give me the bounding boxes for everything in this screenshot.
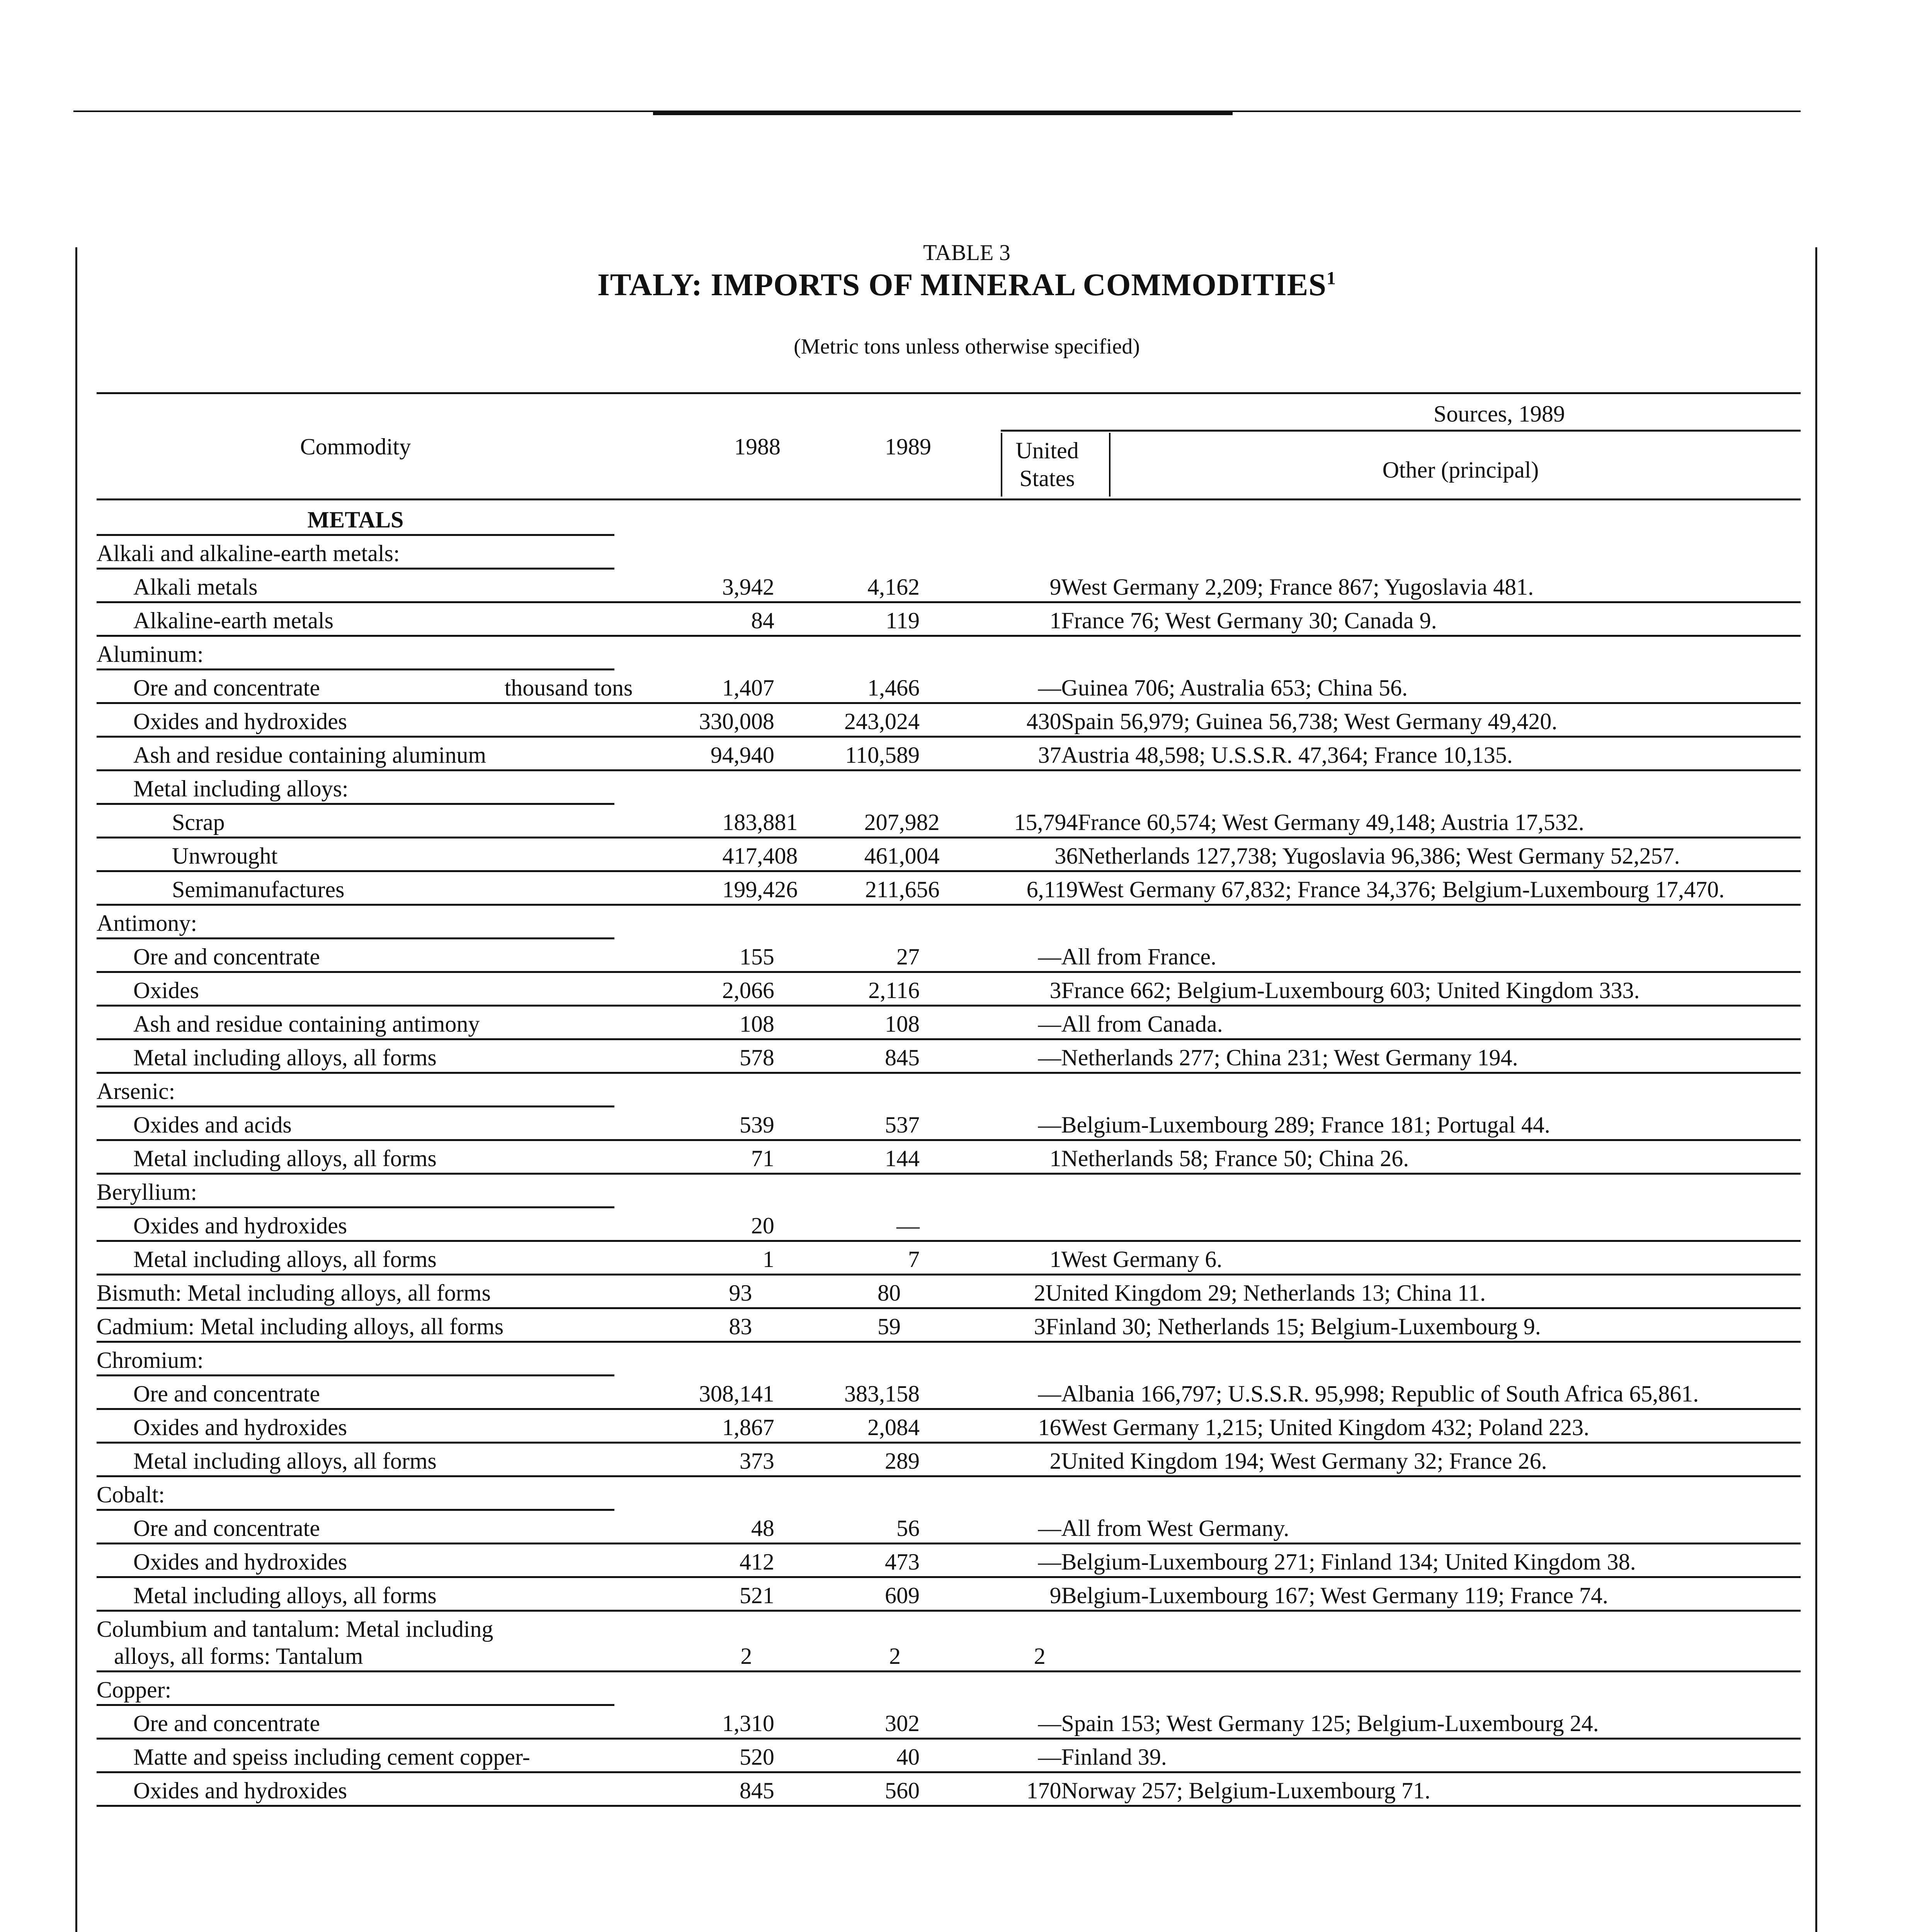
commodity-name: Beryllium: — [97, 1179, 197, 1205]
value-1989: 560 — [884, 1778, 920, 1803]
value-united-states: 15,794 — [1014, 810, 1078, 835]
value-1988: 417,408 — [722, 843, 798, 869]
value-1989: 119 — [886, 608, 920, 633]
value-1989: 27 — [896, 944, 920, 969]
other-sources: France 662; Belgium-Luxembourg 603; United Kingdom 333. — [1061, 978, 1640, 1003]
value-1989: 845 — [884, 1045, 920, 1070]
value-united-states: 37 — [1038, 742, 1061, 768]
right-margin-line — [1815, 247, 1817, 1932]
value-united-states: — — [1038, 1112, 1061, 1138]
other-sources: Finland 39. — [1061, 1744, 1167, 1770]
value-united-states: 170 — [1026, 1778, 1061, 1803]
commodity-name: Alkaline-earth metals — [133, 608, 334, 633]
other-sources: Netherlands 277; China 231; West Germany 194. — [1061, 1045, 1518, 1070]
table-row — [97, 1376, 1801, 1410]
commodity-name: Oxides and hydroxides — [133, 709, 347, 734]
value-1988: 308,141 — [699, 1381, 774, 1406]
commodity-cell — [97, 1078, 614, 1105]
header-sources-rule — [1001, 430, 1801, 432]
value-1988: 1,867 — [722, 1415, 774, 1440]
commodity-name: Aluminum: — [97, 641, 204, 667]
value-1989: 2 — [889, 1643, 901, 1669]
other-sources: Belgium-Luxembourg 271; Finland 134; United Kingdom 38. — [1061, 1549, 1636, 1575]
commodity-cell — [97, 1743, 633, 1770]
commodity-cell — [97, 1010, 633, 1037]
commodity-name: Chromium: — [97, 1347, 204, 1373]
commodity-name: Metal including alloys, all forms — [133, 1045, 437, 1070]
commodity-cell — [97, 1212, 633, 1239]
table-row — [97, 637, 614, 670]
commodity-cell — [97, 1044, 633, 1071]
commodity-cell — [97, 540, 614, 567]
value-1988: 183,881 — [722, 810, 798, 835]
value-1988: 2,066 — [722, 978, 774, 1003]
unit-label: thousand tons — [504, 675, 633, 701]
header-commodity: Commodity — [300, 434, 411, 459]
table-row — [97, 570, 1801, 603]
commodity-cell — [97, 1414, 633, 1441]
value-1989: 609 — [884, 1583, 920, 1608]
commodity-cell — [97, 775, 614, 802]
other-sources: Guinea 706; Australia 653; China 56. — [1061, 675, 1408, 701]
table-row — [97, 502, 614, 536]
commodity-name: Oxides and hydroxides — [133, 1549, 347, 1575]
commodity-name: Oxides and hydroxides — [133, 1213, 347, 1238]
value-1988: 71 — [751, 1146, 774, 1171]
value-united-states: 1 — [1049, 1146, 1061, 1171]
commodity-cell — [97, 708, 633, 735]
value-1988: 520 — [739, 1744, 774, 1770]
commodity-name: Oxides and hydroxides — [133, 1778, 347, 1803]
commodity-cell — [97, 1347, 614, 1374]
table-row — [97, 1276, 1801, 1309]
value-united-states: — — [1038, 675, 1061, 701]
other-sources: All from France. — [1061, 944, 1217, 969]
commodity-name: Copper: — [97, 1677, 172, 1702]
commodity-name: Oxides and acids — [133, 1112, 292, 1138]
other-sources: West Germany 6. — [1061, 1247, 1223, 1272]
commodity-name: Metal including alloys, all forms — [133, 1448, 437, 1474]
other-sources: Finland 30; Netherlands 15; Belgium-Luxembourg 9. — [1045, 1314, 1541, 1339]
table-number: TABLE 3 — [923, 240, 1010, 265]
top-rule-thick — [653, 111, 1233, 115]
commodity-name: Matte and speiss including cement copper- — [133, 1744, 530, 1770]
value-1988: 84 — [751, 608, 774, 633]
value-1989: 302 — [884, 1711, 920, 1736]
other-sources: Albania 166,797; U.S.S.R. 95,998; Republic of South Africa 65,861. — [1061, 1381, 1699, 1406]
value-1989: 80 — [877, 1280, 901, 1306]
value-1988: 1,407 — [722, 675, 774, 701]
commodity-name: Metal including alloys: — [133, 776, 349, 801]
table-row — [97, 872, 1801, 906]
table-row — [97, 1208, 1801, 1242]
value-1988: 108 — [739, 1011, 774, 1037]
commodity-cell — [97, 1582, 633, 1609]
value-1988: 845 — [739, 1778, 774, 1803]
value-1988: 539 — [739, 1112, 774, 1138]
header-1989: 1989 — [885, 434, 931, 459]
value-united-states: — — [1038, 1045, 1061, 1070]
commodity-name: Bismuth: Metal including alloys, all forms — [97, 1280, 491, 1306]
table-row — [97, 1040, 1801, 1074]
value-united-states: — — [1038, 1549, 1061, 1575]
value-1988: 1,310 — [722, 1711, 774, 1736]
commodity-name: Metal including alloys, all forms — [133, 1146, 437, 1171]
header-other: Other (principal) — [1382, 457, 1539, 483]
other-sources: France 76; West Germany 30; Canada 9. — [1061, 608, 1437, 633]
commodity-cell — [97, 674, 633, 701]
table-row — [97, 1477, 614, 1511]
commodity-name: Ash and residue containing aluminum — [133, 742, 486, 768]
value-united-states: — — [1038, 1744, 1061, 1770]
commodity-name: Metal including alloys, all forms — [133, 1583, 437, 1608]
other-sources: Belgium-Luxembourg 289; France 181; Portugal 44. — [1061, 1112, 1550, 1138]
commodity-cell — [97, 1777, 633, 1804]
header-top-rule — [97, 392, 1801, 394]
commodity-name: Scrap — [172, 810, 225, 835]
value-1989: 289 — [884, 1448, 920, 1474]
other-sources: Belgium-Luxembourg 167; West Germany 119; France 74. — [1061, 1583, 1608, 1608]
table-row — [97, 1706, 1801, 1740]
value-1989: 40 — [896, 1744, 920, 1770]
commodity-cell — [97, 1447, 633, 1475]
table-row — [97, 838, 1801, 872]
commodity-name: Cadmium: Metal including alloys, all forms — [97, 1314, 504, 1339]
value-1988: 373 — [739, 1448, 774, 1474]
value-united-states — [920, 1212, 1061, 1239]
table-row — [97, 1544, 1801, 1578]
table-row — [97, 1309, 1801, 1343]
table-row — [97, 906, 614, 939]
other-sources: United Kingdom 194; West Germany 32; France 26. — [1061, 1448, 1547, 1474]
value-1989: 211,656 — [865, 877, 940, 902]
header-us-divider — [1001, 433, 1002, 497]
table-row — [97, 1175, 614, 1208]
value-united-states: 430 — [1026, 709, 1061, 734]
commodity-cell — [97, 1279, 607, 1306]
other-sources: Spain 153; West Germany 125; Belgium-Luxembourg 24. — [1061, 1711, 1599, 1736]
commodity-cell — [97, 1179, 614, 1206]
value-1988: 521 — [739, 1583, 774, 1608]
title-footnote-marker: 1 — [1326, 268, 1336, 289]
other-sources: France 60,574; West Germany 49,148; Austria 17,532. — [1078, 810, 1584, 835]
value-1988: 2 — [740, 1643, 752, 1669]
table-subtitle: (Metric tons unless otherwise specified) — [794, 335, 1140, 359]
table-row — [97, 1612, 1801, 1672]
table-row — [97, 536, 614, 570]
commodity-cell — [97, 1145, 633, 1172]
value-1988: 94,940 — [710, 742, 774, 768]
commodity-cell — [97, 1481, 614, 1508]
table-row — [97, 704, 1801, 738]
commodity-name: Alkali metals — [133, 574, 258, 600]
value-united-states: 3 — [1049, 978, 1061, 1003]
other-sources: United Kingdom 29; Netherlands 13; China 11. — [1045, 1280, 1486, 1306]
value-1989: 2,116 — [868, 978, 920, 1003]
table-row — [97, 973, 1801, 1007]
commodity-name: Ore and concentrate — [133, 1515, 320, 1541]
table-row — [97, 670, 1801, 704]
table-row — [97, 738, 1801, 771]
commodity-cell — [97, 1676, 614, 1703]
value-united-states: 3 — [1034, 1314, 1046, 1339]
commodity-cell — [97, 842, 660, 869]
commodity-name: METALS — [307, 507, 404, 532]
table-row — [97, 1672, 614, 1706]
other-sources: Austria 48,598; U.S.S.R. 47,364; France 10,135. — [1061, 742, 1513, 768]
commodity-cell — [97, 607, 633, 634]
value-1989: 4,162 — [867, 574, 920, 600]
imports-table — [97, 502, 1801, 1807]
value-united-states: — — [1038, 1011, 1061, 1037]
value-united-states: 2 — [1034, 1643, 1046, 1669]
commodity-name: Cobalt: — [97, 1482, 165, 1507]
value-united-states: 36 — [1054, 843, 1078, 869]
value-1989: 383,158 — [844, 1381, 920, 1406]
table-row — [97, 1242, 1801, 1276]
table-row — [97, 1141, 1801, 1175]
commodity-name: Metal including alloys, all forms — [133, 1247, 437, 1272]
other-sources: Spain 56,979; Guinea 56,738; West Germany 49,420. — [1061, 709, 1558, 734]
commodity-name: Antimony: — [97, 910, 197, 936]
commodity-cell — [97, 1515, 633, 1542]
commodity-name: Ore and concentrate — [133, 944, 320, 969]
table-title-text: ITALY: IMPORTS OF MINERAL COMMODITIES — [597, 267, 1327, 302]
value-1988: 412 — [739, 1549, 774, 1575]
left-margin-line — [75, 247, 77, 1932]
commodity-cell — [97, 943, 633, 970]
other-sources: West Germany 1,215; United Kingdom 432; Poland 223. — [1061, 1415, 1590, 1440]
value-united-states: — — [1038, 1381, 1061, 1406]
value-1989: — — [896, 1213, 920, 1238]
table-title — [0, 267, 1932, 303]
other-sources: Netherlands 127,738; Yugoslavia 96,386; West Germany 52,257. — [1078, 843, 1680, 869]
table-row — [97, 939, 1801, 973]
other-sources — [1046, 1616, 1801, 1670]
header-bottom-rule — [97, 498, 1801, 500]
value-1989: 56 — [896, 1515, 920, 1541]
value-1988: 199,426 — [722, 877, 798, 902]
commodity-cell — [97, 977, 633, 1004]
table-row — [97, 1444, 1801, 1477]
commodity-name: Ore and concentrate — [133, 1381, 320, 1406]
table-row — [97, 1578, 1801, 1612]
value-1989: 59 — [877, 1314, 901, 1339]
commodity-cell — [97, 641, 614, 668]
table-row — [97, 1773, 1801, 1807]
value-1988: 330,008 — [699, 709, 774, 734]
value-1989: 2,084 — [867, 1415, 920, 1440]
commodity-name: Columbium and tantalum: Metal including — [97, 1616, 493, 1642]
value-united-states: — — [1038, 944, 1061, 969]
table-row — [97, 603, 1801, 637]
commodity-cell — [97, 1246, 633, 1273]
other-sources: West Germany 67,832; France 34,376; Belgium-Luxembourg 17,470. — [1078, 877, 1725, 902]
value-1989: 7 — [908, 1247, 920, 1272]
value-1989: 461,004 — [864, 843, 940, 869]
commodity-cell — [97, 742, 633, 769]
value-1989: 473 — [884, 1549, 920, 1575]
value-1989: 1,466 — [867, 675, 920, 701]
commodity-cell — [97, 876, 660, 903]
commodity-name: Arsenic: — [97, 1078, 175, 1104]
value-1988: 578 — [739, 1045, 774, 1070]
value-1989: 108 — [884, 1011, 920, 1037]
value-1989: 537 — [884, 1112, 920, 1138]
other-sources: All from West Germany. — [1061, 1515, 1289, 1541]
value-1988: 1 — [762, 1247, 774, 1272]
value-1988: 93 — [729, 1280, 752, 1306]
commodity-name: Alkali and alkaline-earth metals: — [97, 541, 400, 566]
table-row — [97, 1740, 1801, 1773]
table-row — [97, 771, 614, 805]
other-sources: Norway 257; Belgium-Luxembourg 71. — [1061, 1778, 1430, 1803]
commodity-cell — [97, 1380, 633, 1407]
value-united-states: — — [1038, 1515, 1061, 1541]
other-sources: All from Canada. — [1061, 1011, 1223, 1037]
value-united-states: 2 — [1034, 1280, 1046, 1306]
value-united-states: 1 — [1049, 1247, 1061, 1272]
other-sources: Netherlands 58; France 50; China 26. — [1061, 1146, 1409, 1171]
commodity-name: Semimanufactures — [172, 877, 345, 902]
value-1989: 110,589 — [845, 742, 920, 768]
other-sources — [1061, 1212, 1801, 1239]
value-1989: 243,024 — [844, 709, 920, 734]
commodity-name: Oxides — [133, 978, 199, 1003]
commodity-cell — [97, 506, 614, 533]
commodity-name-cont: alloys, all forms: Tantalum — [114, 1643, 363, 1669]
commodity-cell — [97, 910, 614, 937]
commodity-name: Oxides and hydroxides — [133, 1415, 347, 1440]
commodity-name: Ash and residue containing antimony — [133, 1011, 480, 1037]
table-row — [97, 1007, 1801, 1040]
commodity-cell — [97, 1710, 633, 1737]
value-1988: 83 — [729, 1314, 752, 1339]
value-1989: 144 — [884, 1146, 920, 1171]
value-united-states: 9 — [1049, 1583, 1061, 1608]
commodity-name: Ore and concentrate — [133, 675, 320, 701]
header-sources: Sources, 1989 — [1434, 401, 1565, 427]
value-united-states: 2 — [1049, 1448, 1061, 1474]
commodity-cell — [97, 1313, 607, 1340]
commodity-cell — [97, 809, 660, 836]
table-row — [97, 805, 1801, 838]
other-sources: West Germany 2,209; France 867; Yugoslavia 481. — [1061, 574, 1534, 600]
commodity-name: Unwrought — [172, 843, 278, 869]
table-row — [97, 1107, 1801, 1141]
table-row — [97, 1410, 1801, 1444]
table-row — [97, 1511, 1801, 1544]
value-1988: 20 — [751, 1213, 774, 1238]
commodity-cell — [97, 573, 633, 600]
header-united-states: United States — [1015, 438, 1079, 491]
value-united-states: — — [1038, 1711, 1061, 1736]
value-united-states: 16 — [1038, 1415, 1061, 1440]
value-1988: 3,942 — [722, 574, 774, 600]
table-row — [97, 1074, 614, 1107]
value-1988: 48 — [751, 1515, 774, 1541]
commodity-cell — [97, 1111, 633, 1138]
header-other-divider — [1109, 433, 1111, 497]
value-united-states: 1 — [1049, 608, 1061, 633]
header-1988: 1988 — [734, 434, 781, 459]
table-row — [97, 1343, 614, 1376]
value-united-states: 9 — [1049, 574, 1061, 600]
commodity-cell — [97, 1548, 633, 1575]
value-united-states: 6,119 — [1026, 877, 1078, 902]
commodity-name: Ore and concentrate — [133, 1711, 320, 1736]
commodity-cell — [97, 1616, 607, 1670]
value-1989: 207,982 — [864, 810, 940, 835]
value-1988: 155 — [739, 944, 774, 969]
